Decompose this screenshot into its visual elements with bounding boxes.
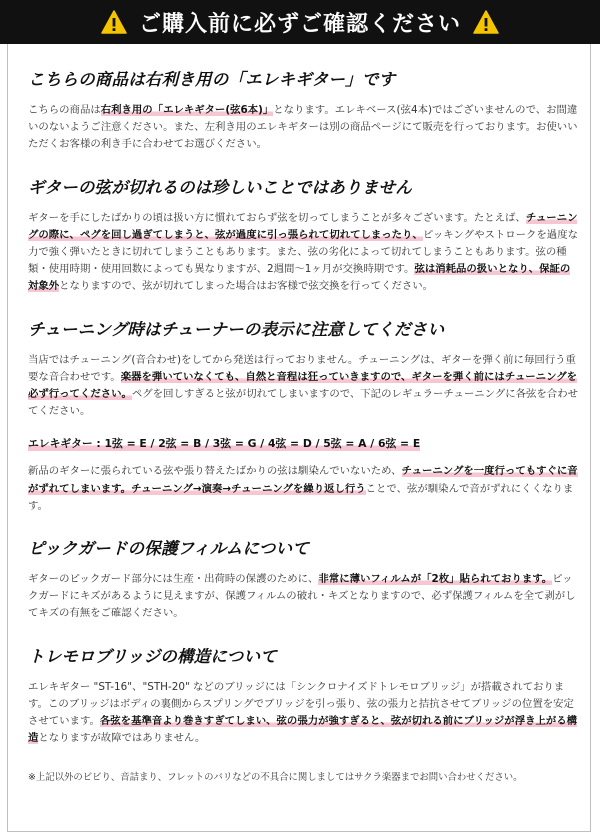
highlighted-text: 各弦を基準音より巻きすぎてしまい、弦の張力が強すぎると、弦が切れる前にブリッジが浮き上がる構造 <box>28 715 578 745</box>
body-text: ペグを回しすぎると弦が切れてしまいますので、下記のレギュラーチューニングに各弦を合わせてください。 <box>28 388 578 418</box>
section-heading-tuning: チューニング時はチューナーの表示に注意してください <box>28 319 445 339</box>
highlighted-text: 弦は消耗品の扱いとなり、保証の対象外 <box>28 263 571 293</box>
highlighted-text: 非常に薄いフィルムが「2枚」貼られております。 <box>318 573 553 586</box>
section-body-pickguard-film <box>28 571 578 623</box>
body-text: となりますが故障ではありません。 <box>38 732 206 745</box>
section-body-string-breakage <box>28 210 578 296</box>
section-body-right-handed <box>28 102 578 154</box>
section-body-tuning-new-strings <box>28 463 578 515</box>
section-body-tremolo-bridge <box>28 679 578 748</box>
banner-title: ご購入前に必ずご確認ください <box>138 11 461 37</box>
body-text: 当店ではチューニング(音合わせ)をしてから発送は行っておりません。チューニングは、ギターを弾く前に毎回行う重要な音合わせです。 <box>28 353 576 383</box>
body-text: エレキギター "ST-16"、"STH-20" などのブリッジには「シンクロナイズドトレモロブリッジ」が搭載されております。このブリッジはボディの裏側からスプリングでブリッジを引っ張り、弦の張力と拮抗させてブリッジの位置を安定させています。 <box>28 680 574 728</box>
section-heading-pickguard-film: ピックガードの保護フィルムについて <box>28 539 309 559</box>
standard-tuning-line: エレキギター : 1弦 = E / 2弦 = B / 3弦 = G / 4弦 = D / 5弦 = A / 6弦 = E <box>28 437 421 451</box>
highlighted-text: 楽器を弾いていなくても、自然と音程は狂っていきますので、ギターを弾く前にはチューニングを必ず行ってください。 <box>28 370 578 401</box>
warning-triangle-icon <box>473 10 499 34</box>
section-heading-right-handed: こちらの商品は右利き用の「エレキギター」です <box>28 70 396 89</box>
section-body-tuning <box>28 352 578 421</box>
body-text: ピックガードにキズがあるように見えますが、保護フィルムの破れ・キズとなりますので、必ず保護フィルムを全て剥がしてキズの有無をご確認ください。 <box>28 573 576 620</box>
section-heading-string-breakage: ギターの弦が切れるのは珍しいことではありません <box>28 177 412 197</box>
highlighted-text: 右利き用の「エレキギター(弦6本)」 <box>100 104 274 116</box>
warning-banner <box>0 0 600 44</box>
footnote: ※上記以外のビビり、音詰まり、フレットのバリなどの不具合に関しましてはサクラ楽器までお問い合わせください。 <box>28 772 523 784</box>
notice-content <box>28 62 578 787</box>
body-text: ギターを手にしたばかりの頃は扱い方に慣れておらず弦を切ってしまうことが多々ございます。たとえば、 <box>28 211 526 224</box>
section-heading-tremolo-bridge: トレモロブリッジの構造について <box>28 646 277 666</box>
body-text: ギターのピックガード部分には生産・出荷時の保護のために、 <box>28 573 319 586</box>
body-text: 新品のギターに張られている弦や張り替えたばかりの弦は馴染んでいないため、 <box>28 465 402 478</box>
body-text: こちらの商品は <box>28 104 101 116</box>
highlighted-text: チューニングの際に、ペグを回し過ぎてしまうと、弦が過度に引っ張られて切れてしまったり、 <box>28 211 578 241</box>
highlighted-text: チューニングを一度行ってもすぐに音がずれてしまいます。チューニング→演奏→チューニングを繰り返し行う <box>28 465 578 495</box>
body-text: ピッキングやストロークを過度な力で強く弾いたときに切れてしまうこともあります。また、弦の劣化によって切れてしまうこともあります。弦の種類・使用時期・使用回数によっても異なりますが、2週間〜1ヶ月が交換時期です。 <box>28 228 578 276</box>
warning-triangle-icon <box>101 10 127 34</box>
body-text: ことで、弦が馴染んで音がずれにくくなります。 <box>28 482 574 512</box>
body-text: となりますので、弦が切れてしまった場合はお客様で弦交換を行ってください。 <box>59 280 434 293</box>
body-text: となります。エレキベース(弦4本)ではございませんので、お間違いのないようご注意ください。また、左利き用のエレキギターは別の商品ページにて販売を行っております。お使いいただくお客様の利き手に合わせてお選びください。 <box>28 104 578 151</box>
